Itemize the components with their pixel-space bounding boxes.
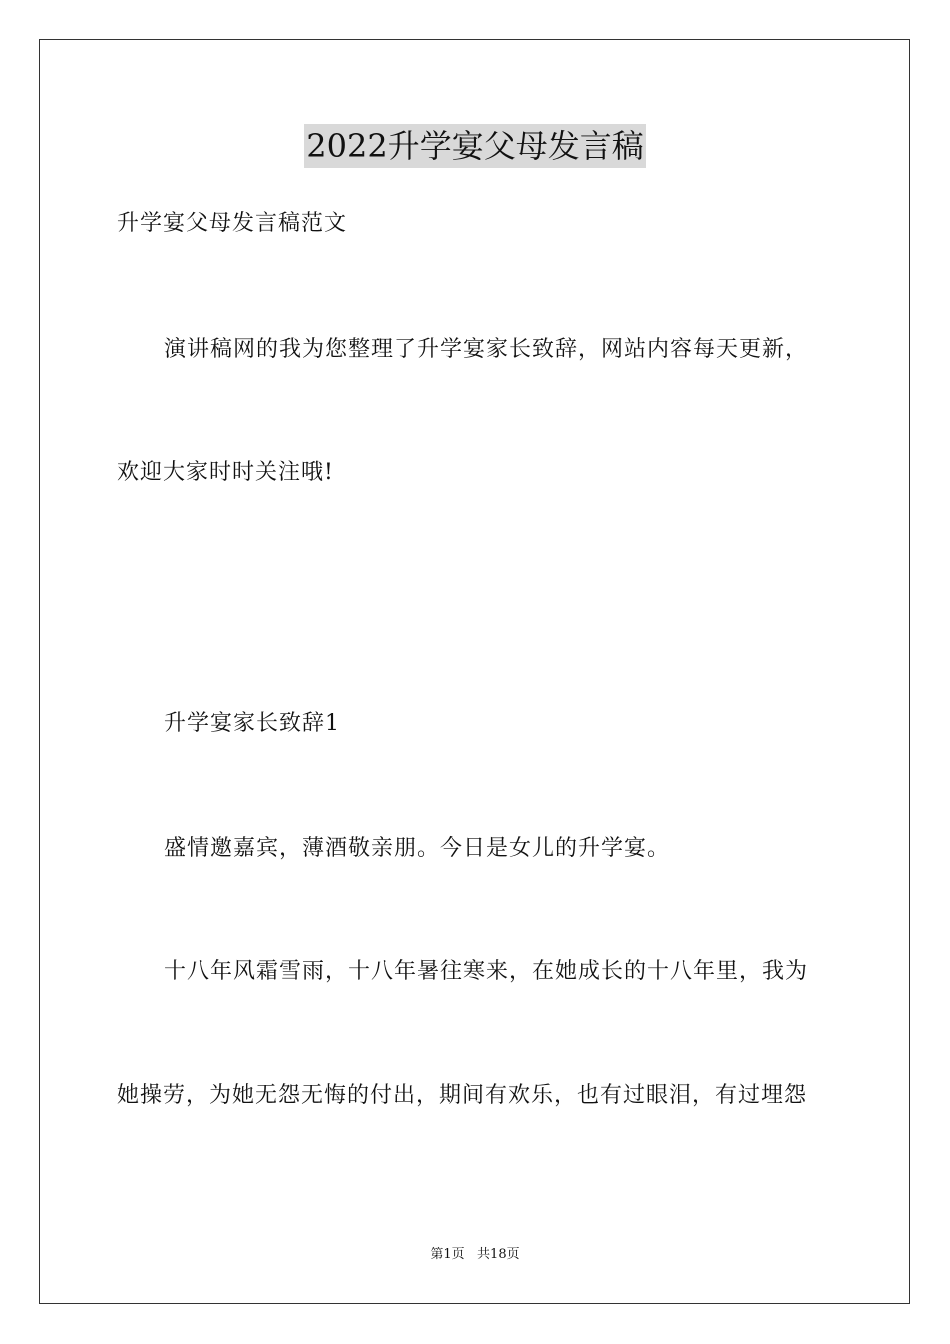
section-heading: 升学宴家长致辞1 [164,711,340,736]
paragraph-line: 演讲稿网的我为您整理了升学宴家长致辞，网站内容每天更新， [164,337,809,362]
page-footer: 第1页 共18页 [430,1247,520,1262]
subtitle-line: 升学宴父母发言稿范文 [117,211,348,236]
paragraph-line: 盛情邀嘉宾，薄酒敬亲朋。今日是女儿的升学宴。 [164,836,671,861]
paragraph-line: 她操劳，为她无怨无悔的付出，期间有欢乐，也有过眼泪，有过埋怨 [117,1083,808,1108]
title-container [0,124,950,168]
paragraph-line: 十八年风霜雪雨，十八年暑往寒来，在她成长的十八年里，我为 [164,959,809,984]
paragraph-line: 欢迎大家时时关注哦! [117,460,334,485]
document-title: 2022升学宴父母发言稿 [304,124,645,168]
